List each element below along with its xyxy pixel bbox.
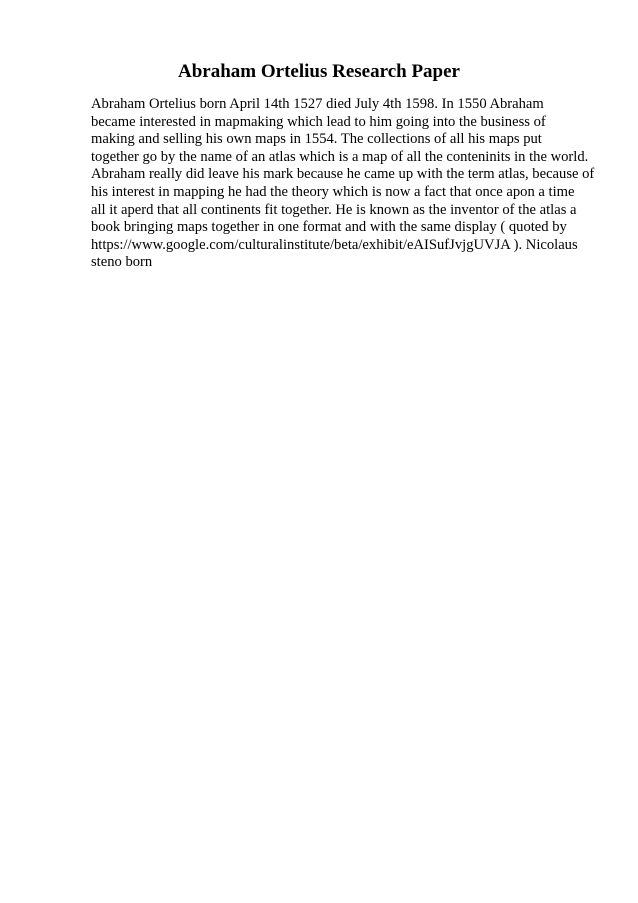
paragraph-line: his interest in mapping he had the theory which is now a fact that once apon a time	[91, 183, 575, 200]
paragraph-line: book bringing maps together in one format and with the same display ( quoted by	[91, 219, 567, 236]
paragraph-line: Abraham really did leave his mark because he came up with the term atlas, because of	[91, 166, 595, 183]
paragraph-line: all it aperd that all continents fit together. He is known as the inventor of the atlas a	[91, 201, 577, 218]
paragraph-line: making and selling his own maps in 1554. The collections of all his maps put	[91, 131, 542, 148]
paragraph-line: steno born	[91, 254, 153, 271]
body-paragraph	[91, 96, 601, 272]
paragraph-line: together go by the name of an atlas which is a map of all the conteninits in the world.	[91, 148, 589, 165]
paragraph-line: https://www.google.com/culturalinstitute/beta/exhibit/eAISufJvjgUVJA ). Nicolaus	[91, 236, 578, 253]
paragraph-line: became interested in mapmaking which lead to him going into the business of	[91, 113, 546, 130]
page-title: Abraham Ortelius Research Paper	[178, 61, 460, 82]
paragraph-line: Abraham Ortelius born April 14th 1527 died July 4th 1598. In 1550 Abraham	[91, 96, 544, 112]
